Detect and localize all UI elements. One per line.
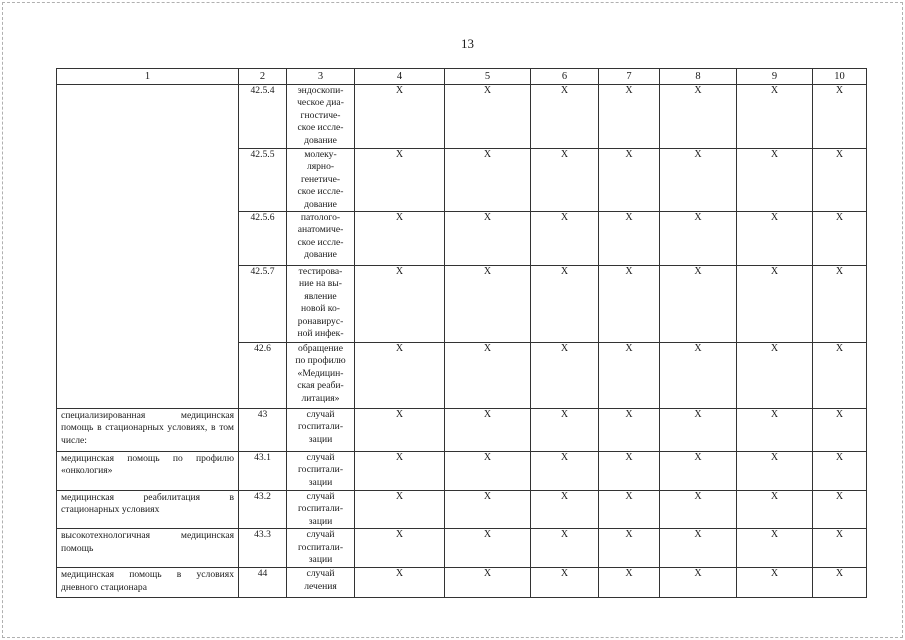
mark-cell: X bbox=[531, 529, 599, 568]
mark-cell: X bbox=[737, 452, 813, 491]
mark-cell: X bbox=[531, 491, 599, 529]
mark-cell: X bbox=[531, 85, 599, 149]
row-code: 44 bbox=[239, 568, 287, 598]
row-label: медицинская помощь по профилю «онкология» bbox=[57, 452, 239, 491]
row-unit: случай госпитали- зации bbox=[287, 409, 355, 452]
row-code: 42.5.5 bbox=[239, 149, 287, 212]
mark-cell: X bbox=[445, 343, 531, 409]
mark-cell: X bbox=[737, 343, 813, 409]
mark-cell: X bbox=[355, 212, 445, 266]
mark-cell: X bbox=[813, 343, 867, 409]
mark-cell: X bbox=[599, 343, 660, 409]
mark-cell: X bbox=[445, 212, 531, 266]
mark-cell: X bbox=[813, 491, 867, 529]
mark-cell: X bbox=[355, 568, 445, 598]
mark-cell: X bbox=[599, 491, 660, 529]
mark-cell: X bbox=[813, 409, 867, 452]
mark-cell: X bbox=[599, 409, 660, 452]
column-header: 3 bbox=[287, 69, 355, 85]
mark-cell: X bbox=[355, 491, 445, 529]
table-row bbox=[57, 85, 867, 149]
mark-cell: X bbox=[445, 452, 531, 491]
mark-cell: X bbox=[737, 149, 813, 212]
mark-cell: X bbox=[531, 568, 599, 598]
mark-cell: X bbox=[660, 212, 737, 266]
mark-cell: X bbox=[531, 266, 599, 343]
row-unit: случай лечения bbox=[287, 568, 355, 598]
row-label: специализированная медицинская помощь в стационарных условиях, в том числе: bbox=[57, 409, 239, 452]
row-unit: молеку- лярно- генетиче- ское иссле- дование bbox=[287, 149, 355, 212]
mark-cell: X bbox=[355, 409, 445, 452]
row-code: 43.1 bbox=[239, 452, 287, 491]
row-unit: обращение по профилю «Медицин- ская реаби- литация» bbox=[287, 343, 355, 409]
mark-cell: X bbox=[660, 343, 737, 409]
mark-cell: X bbox=[813, 212, 867, 266]
mark-cell: X bbox=[355, 343, 445, 409]
mark-cell: X bbox=[737, 266, 813, 343]
column-header: 2 bbox=[239, 69, 287, 85]
mark-cell: X bbox=[355, 529, 445, 568]
merged-label-cell bbox=[57, 85, 239, 409]
row-code: 43 bbox=[239, 409, 287, 452]
page-number: 13 bbox=[461, 36, 474, 51]
mark-cell: X bbox=[599, 85, 660, 149]
row-unit: эндоскопи- ческое диа- гностиче- ское иссле- дование bbox=[287, 85, 355, 149]
mark-cell: X bbox=[660, 452, 737, 491]
mark-cell: X bbox=[813, 568, 867, 598]
mark-cell: X bbox=[599, 266, 660, 343]
row-label: медицинская реабилитация в стационарных условиях bbox=[57, 491, 239, 529]
table-row bbox=[57, 568, 867, 598]
mark-cell: X bbox=[531, 212, 599, 266]
row-label: медицинская помощь в условиях дневного стационара bbox=[57, 568, 239, 598]
row-code: 43.2 bbox=[239, 491, 287, 529]
mark-cell: X bbox=[813, 266, 867, 343]
mark-cell: X bbox=[445, 529, 531, 568]
mark-cell: X bbox=[599, 452, 660, 491]
mark-cell: X bbox=[531, 409, 599, 452]
mark-cell: X bbox=[355, 452, 445, 491]
row-unit: случай госпитали- зации bbox=[287, 491, 355, 529]
column-header: 10 bbox=[813, 69, 867, 85]
row-label: высокотехнологичная медицинская помощь bbox=[57, 529, 239, 568]
row-code: 42.5.7 bbox=[239, 266, 287, 343]
mark-cell: X bbox=[737, 409, 813, 452]
mark-cell: X bbox=[660, 85, 737, 149]
row-code: 42.6 bbox=[239, 343, 287, 409]
mark-cell: X bbox=[813, 452, 867, 491]
mark-cell: X bbox=[531, 452, 599, 491]
mark-cell: X bbox=[445, 85, 531, 149]
table-row bbox=[57, 409, 867, 452]
mark-cell: X bbox=[737, 85, 813, 149]
table-row bbox=[57, 452, 867, 491]
mark-cell: X bbox=[599, 529, 660, 568]
mark-cell: X bbox=[660, 529, 737, 568]
mark-cell: X bbox=[445, 149, 531, 212]
mark-cell: X bbox=[660, 266, 737, 343]
mark-cell: X bbox=[531, 343, 599, 409]
mark-cell: X bbox=[445, 568, 531, 598]
column-header: 7 bbox=[599, 69, 660, 85]
mark-cell: X bbox=[599, 568, 660, 598]
mark-cell: X bbox=[813, 529, 867, 568]
mark-cell: X bbox=[813, 85, 867, 149]
column-header: 8 bbox=[660, 69, 737, 85]
mark-cell: X bbox=[355, 85, 445, 149]
row-unit: случай госпитали- зации bbox=[287, 529, 355, 568]
mark-cell: X bbox=[445, 409, 531, 452]
mark-cell: X bbox=[660, 409, 737, 452]
mark-cell: X bbox=[737, 568, 813, 598]
table-row bbox=[57, 491, 867, 529]
mark-cell: X bbox=[599, 149, 660, 212]
mark-cell: X bbox=[660, 568, 737, 598]
table-row bbox=[57, 529, 867, 568]
row-unit: патолого- анатомиче- ское иссле- дование bbox=[287, 212, 355, 266]
column-header: 4 bbox=[355, 69, 445, 85]
mark-cell: X bbox=[445, 491, 531, 529]
mark-cell: X bbox=[660, 491, 737, 529]
column-header: 9 bbox=[737, 69, 813, 85]
data-table bbox=[56, 68, 867, 598]
column-header: 6 bbox=[531, 69, 599, 85]
header-row bbox=[57, 69, 867, 85]
row-code: 43.3 bbox=[239, 529, 287, 568]
row-code: 42.5.6 bbox=[239, 212, 287, 266]
mark-cell: X bbox=[445, 266, 531, 343]
mark-cell: X bbox=[531, 149, 599, 212]
mark-cell: X bbox=[599, 212, 660, 266]
row-unit: тестирова- ние на вы- явление новой ко- ронавирус- ной инфек- bbox=[287, 266, 355, 343]
column-header: 1 bbox=[57, 69, 239, 85]
mark-cell: X bbox=[737, 491, 813, 529]
row-unit: случай госпитали- зации bbox=[287, 452, 355, 491]
row-code: 42.5.4 bbox=[239, 85, 287, 149]
mark-cell: X bbox=[737, 212, 813, 266]
mark-cell: X bbox=[355, 149, 445, 212]
column-header: 5 bbox=[445, 69, 531, 85]
mark-cell: X bbox=[355, 266, 445, 343]
mark-cell: X bbox=[737, 529, 813, 568]
mark-cell: X bbox=[813, 149, 867, 212]
mark-cell: X bbox=[660, 149, 737, 212]
